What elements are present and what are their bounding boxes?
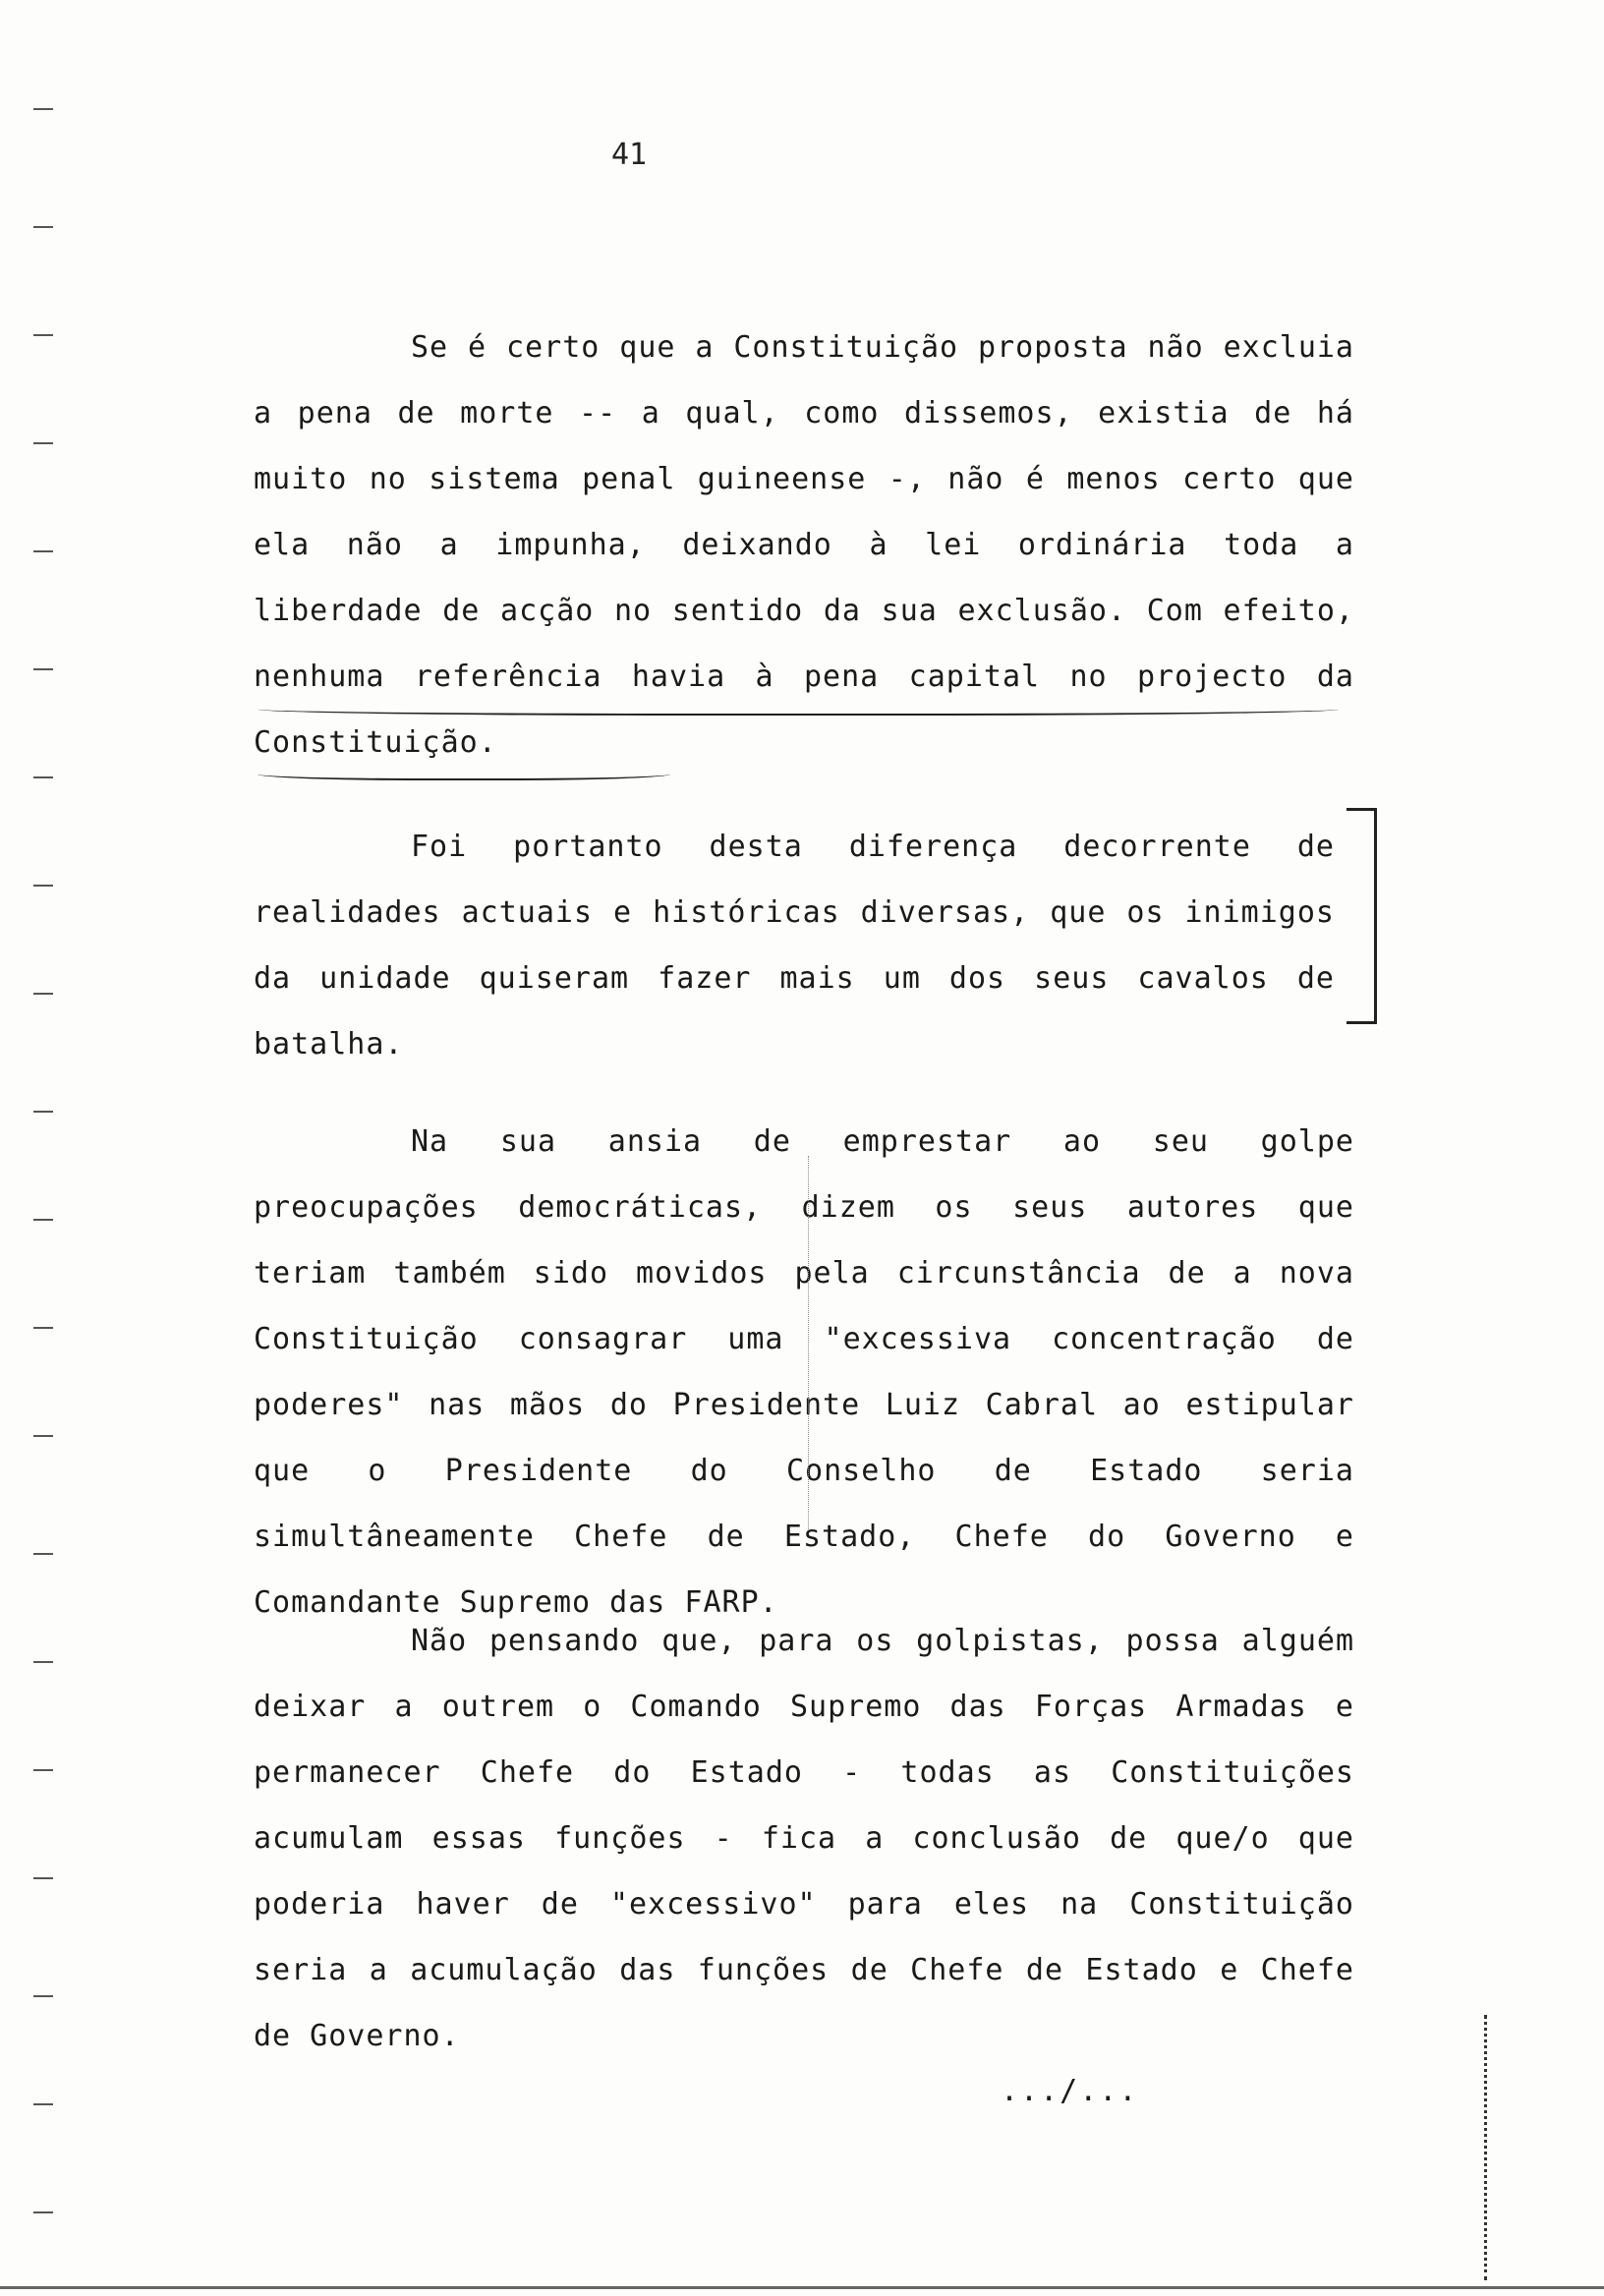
margin-bracket: [1346, 808, 1377, 1024]
scan-edge-tick: [33, 1661, 53, 1663]
scan-edge-tick: [33, 1435, 53, 1437]
scan-edge-tick: [33, 1553, 53, 1555]
scan-bottom-edge: [0, 2286, 1604, 2289]
handwritten-underline: [258, 700, 1339, 716]
scan-edge-tick: [33, 1769, 53, 1771]
paragraph-3-text: Na sua ansia de emprestar ao seu golpe preocupações democráticas, dizem os seus autores que teriam também sido movidos pela circunstância de a nova Constituição consagrar uma "excessiva concentração de poderes" nas mãos do Presidente Luiz Cabral ao estipular que o Presidente do Conselho de Estado seria simultâneamente Chefe de Estado, Chefe do Governo e Comandante Supremo das FARP.: [254, 1124, 1354, 1620]
scan-artifact-dots: [1484, 2015, 1491, 2280]
scan-artifact-line: [808, 1156, 809, 1529]
scan-edge-tick: [33, 334, 53, 336]
scan-edge-tick: [33, 1995, 53, 1997]
paragraph-2: [254, 814, 1335, 1077]
paragraph-4-text: Não pensando que, para os golpistas, possa alguém deixar a outrem o Comando Supremo das Forças Armadas e permanecer Chefe do Estado - todas as Constituições acumulam essas funções - fica a conclusão de que/o que poderia haver de "excessivo" para eles na Constituição seria a acumulação das funções de Chefe de Estado e Chefe de Governo.: [254, 1624, 1354, 2053]
paragraph-1-text: Se é certo que a Constituição proposta não excluia a pena de morte -- a qual, como dissemos, existia de há muito no sistema penal guineense -, não é menos certo que ela não a impunha, deixando à lei ordinária toda a liberdade de acção no sentido da sua exclusão. Com efeito, nenhuma referência havia à pena capital no projecto da Constituição.: [254, 330, 1354, 760]
scan-edge-tick: [33, 1219, 53, 1221]
paragraph-3: [254, 1109, 1354, 1636]
page-number: 41: [611, 138, 648, 172]
scan-edge-tick: [33, 668, 53, 670]
scan-edge-tick: [33, 993, 53, 995]
scan-edge-tick: [33, 2211, 53, 2213]
paragraph-2-text: Foi portanto desta diferença decorrente de realidades actuais e históricas diversas, que os inimigos da unidade quiseram fazer mais um dos seus cavalos de batalha.: [254, 830, 1335, 1062]
scan-edge-tick: [33, 108, 53, 110]
scan-edge-tick: [33, 550, 53, 552]
scan-edge-tick: [33, 1877, 53, 1879]
scan-edge-tick: [33, 442, 53, 444]
continuation-mark: .../...: [1001, 2074, 1139, 2108]
scan-edge-tick: [33, 1327, 53, 1329]
scan-edge-tick: [33, 1111, 53, 1113]
scan-edge-tick: [33, 226, 53, 228]
scan-edge-tick: [33, 885, 53, 887]
paragraph-4: [254, 1608, 1354, 2069]
handwritten-underline: [258, 765, 670, 780]
scan-edge-tick: [33, 2103, 53, 2105]
scan-edge-tick: [33, 776, 53, 778]
